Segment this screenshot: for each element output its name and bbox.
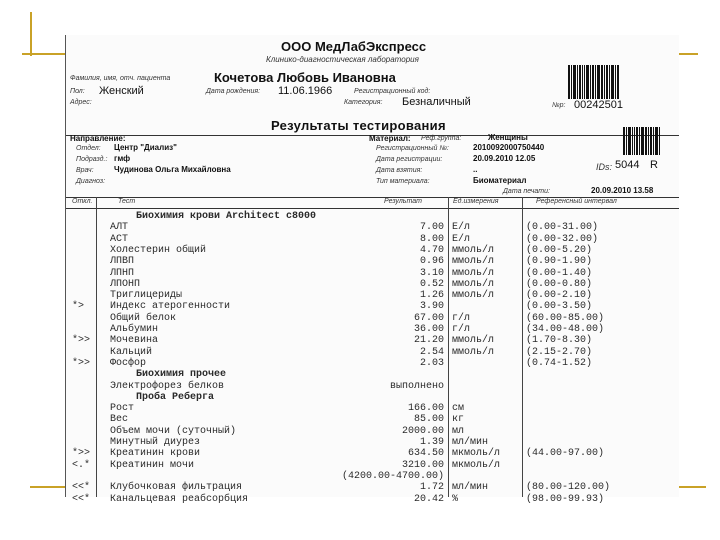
ids-suffix: R (650, 159, 658, 171)
row-flag: *> (72, 301, 85, 313)
diagnosis-label: Диагноз: (76, 178, 106, 185)
collect-date-value: .. (473, 165, 478, 174)
row-ref-interval: (0.00-32.00) (526, 233, 599, 245)
row-result: 3.10 (419, 267, 444, 279)
row-result: 3210.00 (401, 459, 444, 471)
row-unit: ммоль/л (452, 346, 495, 358)
row-result: 8.00 (419, 233, 444, 245)
row-test-name: ЛПВП (110, 256, 135, 268)
row-flag: <<* (72, 493, 91, 505)
col-test-header: Тест (118, 198, 136, 205)
table-header-bottom-rule (66, 208, 679, 209)
row-result: 4.70 (419, 244, 444, 256)
row-test-name: Канальцевая реабсорбция (110, 493, 249, 505)
row-result: 0.52 (419, 278, 444, 290)
row-result: 0.96 (419, 256, 444, 268)
collect-date-label: Дата взятия: (376, 167, 423, 174)
row-ref-interval: (1.70-8.30) (526, 335, 593, 347)
row-result: 634.50 (407, 448, 444, 460)
row-ref-interval: (80.00-120.00) (526, 482, 611, 494)
col-unit-header: Ед.измерения (453, 198, 499, 205)
row-result: 1.26 (419, 290, 444, 302)
patient-category: Безналичный (402, 96, 471, 108)
row-test-name: Биохимия крови Architect c8000 (136, 211, 317, 222)
row-result: 21.20 (413, 335, 444, 347)
row-unit: г/л (452, 324, 471, 335)
row-ref-interval: (34.00-48.00) (526, 324, 605, 335)
number-label: №р: (552, 102, 566, 109)
row-result: 3.90 (419, 301, 444, 313)
patient-number: 00242501 (574, 99, 623, 111)
row-unit: ммоль/л (452, 256, 495, 268)
col-ref-header: Референсный интервал (536, 198, 617, 205)
row-test-name: Общий белок (110, 312, 177, 324)
ids-value: 5044 (615, 159, 640, 171)
row-test-name: Вес (110, 414, 129, 426)
row-unit: ммоль/л (452, 278, 495, 290)
patient-dob: 11.06.1966 (278, 85, 333, 97)
row-ref-interval: (0.74-1.52) (526, 357, 593, 369)
company-name: ООО МедЛабЭкспресс (281, 39, 427, 54)
slide-vertical-accent (30, 12, 32, 56)
dob-label: Дата рождения: (206, 88, 261, 95)
row-unit: ммоль/л (452, 335, 495, 347)
reg-code-label: Регистрационный код: (354, 88, 431, 95)
row-ref-interval: (2.15-2.70) (526, 346, 593, 358)
row-test-name: Проба Реберга (136, 391, 215, 403)
row-test-name: Мочевина (110, 335, 159, 347)
row-flag: *>> (72, 335, 91, 347)
doctor-value: Чудинова Ольга Михайловна (114, 165, 231, 174)
col-flag-header: Откл. (72, 198, 93, 205)
row-test-name: Триглицериды (110, 290, 183, 302)
category-label: Категория: (344, 99, 383, 106)
row-ref-interval: (98.00-99.93) (526, 493, 605, 505)
row-unit: мкмоль/л (452, 459, 501, 471)
row-result: 1.72 (419, 482, 444, 494)
row-unit: кг (452, 414, 465, 426)
col-result-header: Результат (384, 198, 422, 205)
direction-label: Направление: (70, 134, 126, 143)
row-ref-interval: (0.00-0.80) (526, 278, 593, 290)
row-test-name: Индекс атерогенности (110, 301, 231, 313)
ref-column-rule (522, 197, 523, 497)
unit-value: гмф (114, 154, 131, 163)
row-test-name: Электрофорез белков (110, 380, 225, 392)
row-test-name: Рост (110, 403, 135, 415)
reg-date-value: 20.09.2010 12.05 (473, 154, 536, 163)
doctor-label: Врач: (76, 167, 94, 174)
reg-no-label: Регистрационный №: (376, 145, 449, 152)
row-result: 36.00 (413, 324, 444, 335)
flag-column-rule (96, 197, 97, 497)
row-test-name: Креатинин мочи (110, 459, 195, 471)
row-result: выполнено (389, 380, 444, 392)
patient-name: Кочетова Любовь Ивановна (214, 70, 396, 85)
row-test-name: Биохимия прочее (136, 369, 227, 381)
ids-label: IDs: (596, 162, 613, 172)
row-result: 20.42 (413, 493, 444, 505)
row-unit: ммоль/л (452, 290, 495, 302)
row-unit: г/л (452, 312, 471, 324)
sex-label: Пол: (70, 88, 85, 95)
row-test-name: Объем мочи (суточный) (110, 425, 237, 437)
row-unit: ммоль/л (452, 267, 495, 279)
patient-sex: Женский (99, 85, 144, 97)
row-test-name: ЛПНП (110, 267, 135, 279)
row-unit: Е/л (452, 233, 471, 245)
row-unit: % (452, 493, 459, 505)
row-flag: *>> (72, 448, 91, 460)
row-ref-interval: (44.00-97.00) (526, 448, 605, 460)
row-test-name: Холестерин общий (110, 244, 207, 256)
reg-no-value: 2010092000750440 (473, 143, 545, 152)
row-unit: см (452, 403, 465, 415)
row-result: 2000.00 (401, 425, 444, 437)
row-test-name: Клубочковая фильтрация (110, 482, 243, 494)
unit-label: Подразд.: (76, 156, 108, 163)
sample-barcode (623, 127, 660, 155)
row-ref-interval: (0.00-1.40) (526, 267, 593, 279)
address-label: Адрес: (70, 99, 92, 106)
dept-label: Отдел: (76, 145, 101, 152)
row-test-name: Креатинин крови (110, 448, 201, 460)
row-result: 1.39 (419, 437, 444, 448)
row-result: 67.00 (413, 312, 444, 324)
row-ref-interval: (60.00-85.00) (526, 312, 605, 324)
row-unit: ммоль/л (452, 244, 495, 256)
row-ref-interval: (0.00-2.10) (526, 290, 593, 302)
print-date-label: Дата печати: (503, 188, 550, 195)
row-test-name: АСТ (110, 233, 129, 245)
row-result: 166.00 (407, 403, 444, 415)
row-test-name: Альбумин (110, 324, 159, 335)
row-result: 7.00 (419, 222, 444, 234)
row-ref-interval: (0.00-5.20) (526, 244, 593, 256)
row-result: (4200.00-4700.00) (341, 470, 444, 482)
row-unit: Е/л (452, 222, 471, 234)
ref-group-value: Женщины (488, 133, 528, 142)
material-type-label: Тип материала: (376, 178, 430, 185)
row-ref-interval: (0.00-3.50) (526, 301, 593, 313)
patient-barcode (568, 65, 619, 99)
row-test-name: Кальций (110, 346, 153, 358)
patient-name-label: Фамилия, имя, отч. пациента (70, 75, 171, 82)
reg-date-label: Дата регистрации: (376, 156, 443, 163)
row-test-name: Фосфор (110, 357, 147, 369)
row-result: 2.54 (419, 346, 444, 358)
row-result: 85.00 (413, 414, 444, 426)
row-flag: <<* (72, 482, 91, 494)
row-flag: <.* (72, 459, 91, 471)
unit-column-rule (448, 197, 449, 497)
row-test-name: АЛТ (110, 222, 129, 234)
material-type-value: Биоматериал (473, 176, 527, 185)
print-date-value: 20.09.2010 13.58 (591, 186, 654, 195)
company-subtitle: Клинико-диагностическая лаборатория (266, 55, 419, 64)
report-title: Результаты тестирования (271, 118, 446, 133)
row-unit: мл (452, 425, 465, 437)
lab-report-document (65, 35, 679, 505)
material-label: Материал: (369, 134, 411, 143)
row-result: 2.03 (419, 357, 444, 369)
row-unit: мл/мин (452, 437, 489, 448)
row-unit: мкмоль/л (452, 448, 501, 460)
row-unit: мл/мин (452, 482, 489, 494)
row-flag: *>> (72, 357, 91, 369)
row-test-name: Минутный диурез (110, 437, 201, 448)
row-ref-interval: (0.90-1.90) (526, 256, 593, 268)
dept-value: Центр "Диализ" (114, 143, 177, 152)
row-ref-interval: (0.00-31.00) (526, 222, 599, 234)
ref-group-label: Реф.группа: (421, 135, 462, 142)
row-test-name: ЛПОНП (110, 278, 141, 290)
